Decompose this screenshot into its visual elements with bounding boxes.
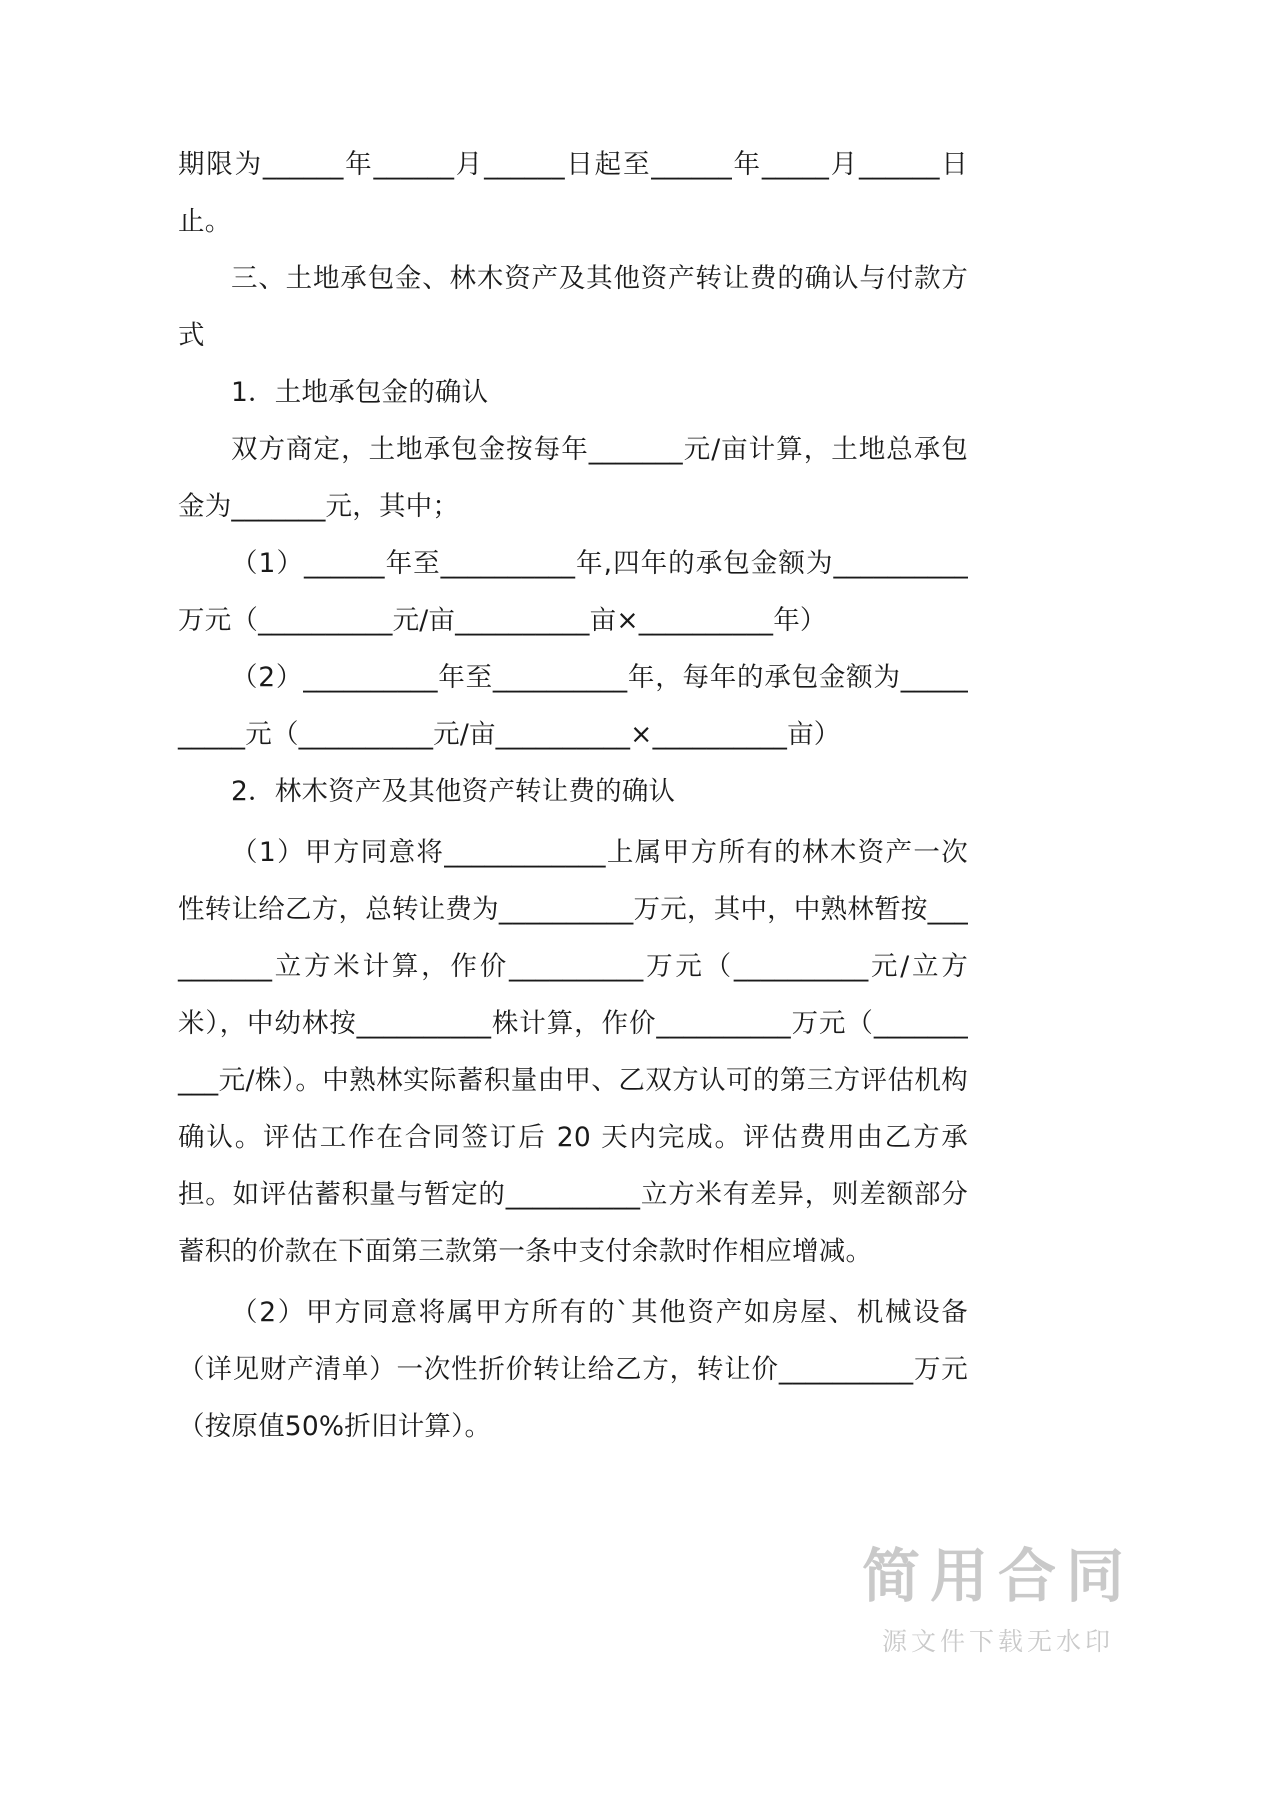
- paragraph-item-1-heading: 1．土地承包金的确认: [231, 377, 489, 408]
- paragraph-item-1-sub-1: （1）______年至__________年,四年的承包金额为__________万元（__________元/亩__________亩×__________年）: [178, 548, 968, 636]
- paragraph-heading-section-three: 三、土地承包金、林木资产及其他资产转让费的确认与付款方式: [178, 263, 968, 351]
- watermark-main-text: 简用合同: [861, 1542, 1134, 1611]
- paragraph-item-2-heading: 2．林木资产及其他资产转让费的确认: [231, 776, 676, 807]
- paragraph-item-2-sub-2: （2）甲方同意将属甲方所有的`其他资产如房屋、机械设备（详见财产清单）一次性折价转让给乙方，转让价__________万元（按原值50%折旧计算）。: [178, 1297, 968, 1442]
- watermark-sub-text: 源文件下载无水印: [881, 1627, 1114, 1656]
- paragraph-item-1-sub-2: （2）__________年至__________年，每年的承包金额为__________元（__________元/亩__________×__________亩）: [178, 662, 968, 750]
- document-body: [178, 136, 968, 1455]
- paragraph-item-1-body: 双方商定，土地承包金按每年_______元/亩计算，土地总承包金为_______元，其中；: [178, 434, 968, 522]
- paragraph-term-period: 期限为______年______月______日起至______年_____月______日止。: [178, 149, 968, 237]
- watermark: [778, 1543, 1218, 1658]
- paragraph-item-2-sub-1: （1）甲方同意将____________上属甲方所有的林木资产一次性转让给乙方，总转让费为__________万元，其中，中熟林暂按__________立方米计算，作价__________万元（__________元/立方米），中幼林按__________株计算，作价__________万元（__________元/株）。中熟林实际蓄积量由甲、乙双方认可的第三方评估机构确认。评估工作在合同签订后 20 天内完成。评估费用由乙方承担。如评估蓄积量与暂定的__________立方米有差异，则差额部分蓄积的价款在下面第三款第一条中支付余款时作相应增减。: [178, 837, 968, 1267]
